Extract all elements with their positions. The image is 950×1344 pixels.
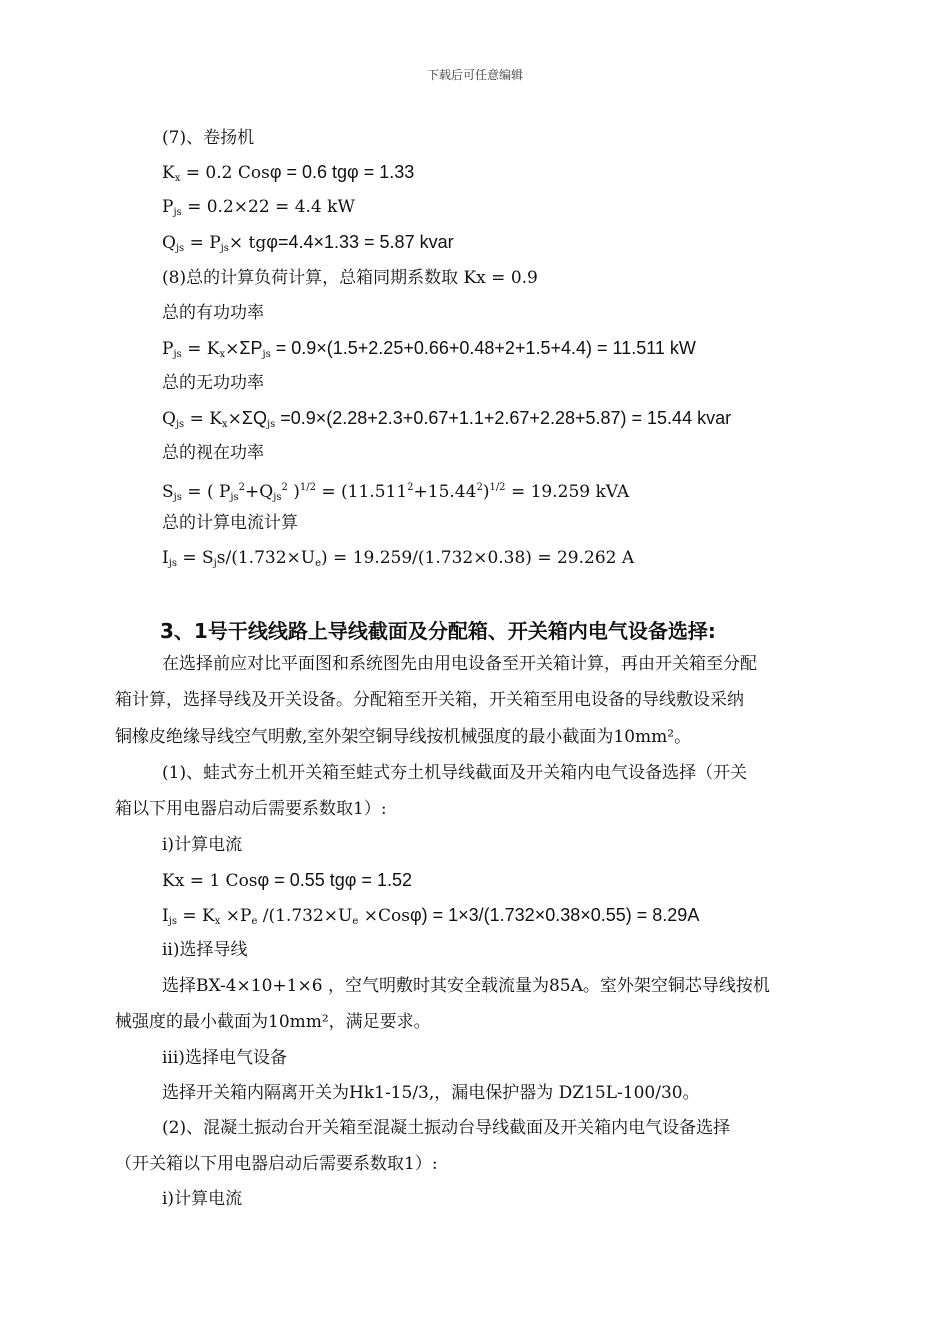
section3-para1-line1: 在选择前应对比平面图和系统图先由用电设备至开关箱计算，再由开关箱至分配 — [162, 654, 757, 674]
item1-line1: (1)、蛙式夯土机开关箱至蛙式夯土机导线截面及开关箱内电气设备选择（开关 — [162, 763, 748, 783]
item1-calc-current-title: i)计算电流 — [162, 835, 243, 855]
current-calc-formula: $I_{js} = S_js/(1.732\times U_e) = 19.259/(1.732\times 0.38) = 29.262$ A — [162, 548, 635, 569]
apparent-power-formula: $S_{js}$ = ( $P_{js}^2+Q_{js}^2$ )$^{1/2} = (11.511^2+15.44^2)^{1/2} = 19.259$ kVA — [162, 482, 630, 503]
reactive-power-formula: $Q_{js} = K_x\times\Sigma Q_{js} =0.9\times(2.28+2.3+0.67+1.1+2.67+2.28+5.87) = 15.44$ kvar — [162, 408, 732, 430]
active-power-label: 总的有功功率 — [162, 303, 264, 323]
item1-kx: Kx = 1 Cosφ = 0.55 tgφ = 1.52 — [162, 870, 412, 891]
calc7-kx: $K_x = 0.2$ Cosφ = 0.6 tgφ = 1.33 — [162, 162, 415, 184]
item1-equip-text: 选择开关箱内隔离开关为Hk1-15/3,，漏电保护器为 DZ15L-100/30。 — [162, 1083, 700, 1103]
section3-heading: 3、1号干线线路上导线截面及分配箱、开关箱内电气设备选择: — [160, 619, 716, 643]
item1-wire-title: ii)选择导线 — [162, 940, 248, 960]
calc7-qjs: $Q_{js} = P_{js}\times tg\varphi=4.4\times 1.33 = 5.87$ kvar — [162, 232, 454, 254]
calc7-pjs: $P_{js} = 0.2\times 22 = 4.4$ kW — [162, 197, 355, 218]
item2-line1: (2)、混凝土振动台开关箱至混凝土振动台导线截面及开关箱内电气设备选择 — [162, 1118, 731, 1138]
item2-line2: （开关箱以下用电器启动后需要系数取1）: — [115, 1154, 438, 1174]
item1-wire-line2: 械强度的最小截面为10mm²，满足要求。 — [115, 1012, 431, 1032]
page-header: 下载后可任意编辑 — [426, 68, 523, 82]
current-calc-label: 总的计算电流计算 — [162, 513, 298, 533]
calc8-title: (8)总的计算负荷计算，总箱同期系数取 Kx = 0.9 — [162, 268, 538, 288]
item1-line2: 箱以下用电器启动后需要系数取1）: — [115, 799, 387, 819]
active-power-formula: $P_{js} = K_x\times\Sigma P_{js} = 0.9\times(1.5+2.25+0.66+0.48+2+1.5+4.4) = 11.511$ kW — [162, 338, 696, 360]
item1-wire-line1: 选择BX-4×10+1×6 ，空气明敷时其安全载流量为85A。室外架空铜芯导线按机 — [162, 976, 770, 996]
item1-ijs-formula: $I_{js} = K_x \times P_e$ $/(1.732\times U_e \times Cos\varphi) = 1\times 3/(1.732\times 0.38\times 0.55) = 8.29A$ — [162, 905, 700, 927]
apparent-power-label: 总的视在功率 — [162, 443, 264, 463]
item1-equip-title: iii)选择电气设备 — [162, 1048, 287, 1068]
item2-calc-current-title: i)计算电流 — [162, 1189, 243, 1209]
section3-para1-line3: 铜橡皮绝缘导线空气明敷,室外架空铜导线按机械强度的最小截面为10mm²。 — [115, 727, 692, 747]
reactive-power-label: 总的无功功率 — [162, 373, 264, 393]
calc7-title: (7)、卷扬机 — [162, 128, 255, 148]
section3-para1-line2: 箱计算，选择导线及开关设备。分配箱至开关箱，开关箱至用电设备的导线敷设采纳 — [115, 690, 744, 710]
